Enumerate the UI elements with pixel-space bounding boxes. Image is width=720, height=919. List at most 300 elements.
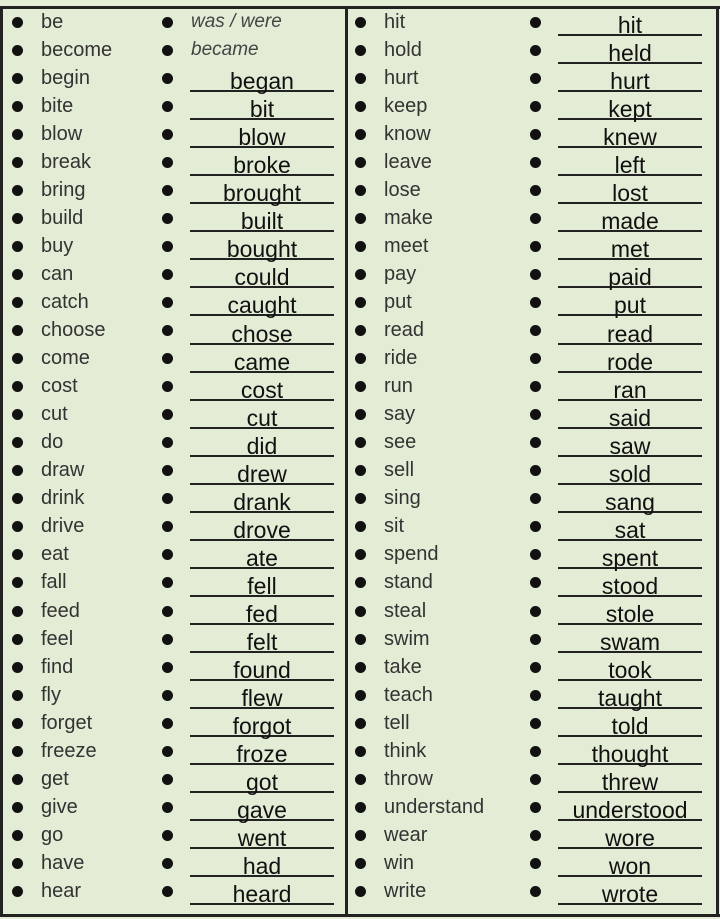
left-past-row [162, 765, 334, 796]
left-base-row [12, 457, 162, 485]
bullet-icon [530, 746, 541, 757]
left-past-answer-blank[interactable] [190, 625, 334, 656]
right-past-row [530, 345, 702, 373]
left-past-past-form: bought [226, 236, 298, 263]
left-past-answer-blank[interactable] [190, 148, 334, 179]
bullet-icon [12, 73, 23, 84]
right-past-past-form: thought [591, 741, 669, 768]
bullet-icon [12, 774, 23, 785]
left-base-row [12, 92, 162, 120]
bullet-icon [530, 73, 541, 84]
left-past-past-form: ate [246, 544, 278, 571]
left-past-given-form: became [191, 39, 259, 61]
left-past-answer-blank[interactable] [190, 232, 334, 263]
right-base-row [355, 877, 530, 905]
left-base-verb: come [41, 347, 90, 370]
bullet-icon [355, 409, 366, 420]
left-base-row [12, 793, 162, 821]
right-base-row [355, 345, 530, 373]
bullet-icon [12, 353, 23, 364]
right-base-row [355, 373, 530, 401]
bullet-icon [162, 606, 173, 617]
left-base-verb: hear [41, 879, 82, 902]
bullet-icon [530, 101, 541, 112]
left-base-row [12, 401, 162, 429]
right-base-row [355, 8, 530, 36]
bullet-icon [12, 718, 23, 729]
bullet-icon [162, 577, 173, 588]
right-past-answer-blank[interactable] [558, 8, 702, 39]
bullet-icon [162, 858, 173, 869]
bullet-icon [12, 409, 23, 420]
right-base-verb: put [384, 290, 412, 313]
left-past-row [162, 541, 334, 569]
right-past-answer-blank[interactable] [558, 597, 702, 625]
bullet-icon [162, 17, 173, 28]
left-past-answer-blank[interactable] [190, 877, 334, 908]
right-past-row [530, 232, 702, 263]
right-past-answer-blank[interactable] [558, 513, 702, 541]
right-past-past-form: rode [606, 348, 654, 375]
right-past-answer-blank[interactable] [558, 288, 702, 319]
right-past-answer-blank[interactable] [558, 36, 702, 67]
left-past-answer-blank[interactable] [190, 176, 334, 207]
bullet-icon [162, 45, 173, 56]
bullet-icon [355, 662, 366, 673]
right-past-row [530, 737, 702, 768]
left-past-column [162, 8, 334, 906]
left-past-past-form: did [246, 432, 278, 459]
left-past-row [162, 317, 334, 345]
right-past-answer-blank[interactable] [558, 681, 702, 712]
left-base-row [12, 597, 162, 625]
right-past-row [530, 64, 702, 95]
left-past-row [162, 120, 334, 151]
left-past-past-form: caught [227, 292, 297, 319]
left-past-answer-blank[interactable] [190, 569, 334, 597]
right-past-row [530, 569, 702, 597]
right-past-answer-blank[interactable] [558, 204, 702, 235]
right-past-answer-blank[interactable] [558, 849, 702, 880]
right-base-verb: hit [384, 10, 406, 33]
bullet-icon [12, 493, 23, 504]
right-past-row [530, 625, 702, 656]
right-past-past-form: kept [608, 96, 652, 123]
right-base-row [355, 513, 530, 541]
right-past-row [530, 765, 702, 796]
right-base-row [355, 120, 530, 148]
left-past-past-form: forgot [232, 713, 292, 740]
left-past-answer-blank[interactable] [190, 317, 334, 345]
right-base-row [355, 204, 530, 232]
right-base-verb: run [384, 375, 413, 398]
right-past-past-form: wore [605, 825, 655, 852]
right-past-answer-blank[interactable] [558, 176, 702, 207]
right-past-past-form: met [610, 236, 650, 263]
left-past-past-form: heard [232, 881, 292, 908]
left-base-verb: fly [41, 683, 61, 706]
left-base-row [12, 64, 162, 92]
left-base-row [12, 232, 162, 260]
left-past-past-form: bit [249, 96, 275, 123]
bullet-icon [355, 493, 366, 504]
left-base-column [12, 8, 162, 906]
left-past-row [162, 793, 334, 824]
left-base-row [12, 485, 162, 513]
right-base-row [355, 429, 530, 457]
right-past-past-form: sat [614, 516, 646, 543]
right-past-answer-blank[interactable] [558, 260, 702, 291]
left-past-row [162, 877, 334, 908]
left-past-past-form: had [242, 853, 282, 880]
bullet-icon [162, 437, 173, 448]
right-base-verb: say [384, 403, 416, 426]
right-past-row [530, 653, 702, 684]
left-base-verb: blow [41, 122, 83, 145]
bullet-icon [355, 634, 366, 645]
bullet-icon [355, 886, 366, 897]
left-past-answer-blank[interactable] [190, 849, 334, 880]
left-base-row [12, 569, 162, 597]
left-base-row [12, 288, 162, 316]
right-past-answer-blank[interactable] [558, 317, 702, 345]
bullet-icon [355, 465, 366, 476]
bullet-icon [355, 830, 366, 841]
bullet-icon [355, 297, 366, 308]
bullet-icon [162, 297, 173, 308]
right-base-verb: teach [384, 683, 433, 706]
left-base-row [12, 681, 162, 709]
left-past-answer-blank[interactable] [190, 457, 334, 485]
left-past-past-form: cut [246, 404, 278, 431]
bullet-icon [355, 241, 366, 252]
bullet-icon [530, 606, 541, 617]
right-past-answer-blank[interactable] [558, 345, 702, 373]
bullet-icon [12, 185, 23, 196]
left-past-answer-blank[interactable] [190, 513, 334, 541]
right-past-column [530, 8, 702, 906]
left-past-row [162, 737, 334, 768]
left-past-given-form: was / were [191, 11, 282, 33]
bullet-icon [162, 774, 173, 785]
bullet-icon [162, 830, 173, 841]
left-past-answer-blank[interactable] [190, 793, 334, 824]
left-past-row [162, 821, 334, 852]
left-past-row [162, 597, 334, 625]
right-base-verb: stand [384, 571, 433, 594]
left-past-past-form: froze [236, 741, 288, 768]
right-base-row [355, 653, 530, 681]
bullet-icon [355, 17, 366, 28]
right-past-answer-blank[interactable] [558, 653, 702, 684]
right-past-row [530, 513, 702, 541]
bullet-icon [355, 325, 366, 336]
right-past-row [530, 877, 702, 908]
bullet-icon [530, 437, 541, 448]
right-past-answer-blank[interactable] [558, 821, 702, 852]
left-past-answer-blank[interactable] [190, 373, 334, 401]
right-base-verb: spend [384, 543, 439, 566]
left-past-row [162, 204, 334, 235]
left-past-answer-blank[interactable] [190, 541, 334, 569]
right-past-past-form: taught [598, 685, 662, 712]
right-past-past-form: took [608, 657, 652, 684]
right-past-row [530, 260, 702, 291]
right-past-past-form: knew [603, 124, 657, 151]
left-past-past-form: came [233, 348, 291, 375]
right-base-verb: ride [384, 347, 418, 370]
left-base-verb: choose [41, 319, 106, 342]
left-past-past-form: got [246, 769, 278, 796]
right-base-verb: sing [384, 487, 421, 510]
left-base-verb: find [41, 655, 74, 678]
bullet-icon [530, 325, 541, 336]
right-past-row [530, 120, 702, 151]
right-past-answer-blank[interactable] [558, 148, 702, 179]
right-base-row [355, 737, 530, 765]
bullet-icon [162, 101, 173, 112]
left-past-answer-blank[interactable] [190, 737, 334, 768]
right-past-answer-blank[interactable] [558, 541, 702, 569]
bullet-icon [355, 521, 366, 532]
left-past-row [162, 288, 334, 319]
left-past-answer-blank[interactable] [190, 681, 334, 712]
right-base-row [355, 597, 530, 625]
right-past-answer-blank[interactable] [558, 625, 702, 656]
bullet-icon [162, 213, 173, 224]
bullet-icon [355, 73, 366, 84]
right-past-answer-blank[interactable] [558, 877, 702, 908]
bullet-icon [12, 17, 23, 28]
left-past-answer-blank[interactable] [190, 204, 334, 235]
bullet-icon [162, 549, 173, 560]
right-past-answer-blank[interactable] [558, 232, 702, 263]
bullet-icon [355, 577, 366, 588]
bullet-icon [12, 381, 23, 392]
left-base-row [12, 541, 162, 569]
left-past-past-form: cost [240, 376, 284, 403]
bullet-icon [530, 297, 541, 308]
left-past-answer-blank[interactable] [190, 765, 334, 796]
right-past-answer-blank[interactable] [558, 485, 702, 513]
left-past-answer-blank[interactable] [190, 345, 334, 373]
left-past-past-form: drank [233, 488, 291, 515]
bullet-icon [530, 409, 541, 420]
bullet-icon [162, 886, 173, 897]
bullet-icon [162, 802, 173, 813]
left-past-answer-blank[interactable] [190, 260, 334, 291]
left-past-answer-blank[interactable] [190, 92, 334, 123]
left-past-row [162, 92, 334, 123]
left-past-row [162, 36, 334, 64]
left-base-row [12, 36, 162, 64]
bullet-icon [12, 690, 23, 701]
right-base-verb: tell [384, 711, 410, 734]
bullet-icon [530, 381, 541, 392]
bullet-icon [355, 746, 366, 757]
right-base-row [355, 681, 530, 709]
left-past-past-form: went [237, 825, 287, 852]
left-base-row [12, 513, 162, 541]
right-past-row [530, 204, 702, 235]
right-base-row [355, 541, 530, 569]
right-past-answer-blank[interactable] [558, 737, 702, 768]
left-past-answer-blank[interactable] [190, 485, 334, 513]
bullet-icon [162, 325, 173, 336]
right-past-past-form: hurt [610, 68, 650, 95]
bullet-icon [12, 129, 23, 140]
left-past-row [162, 653, 334, 684]
left-base-row [12, 821, 162, 849]
left-base-row [12, 709, 162, 737]
left-past-row [162, 345, 334, 373]
bullet-icon [162, 409, 173, 420]
bullet-icon [530, 213, 541, 224]
left-base-row [12, 373, 162, 401]
left-base-verb: cut [41, 403, 68, 426]
right-past-past-form: won [608, 853, 652, 880]
left-base-verb: can [41, 262, 74, 285]
left-past-row [162, 485, 334, 513]
right-base-row [355, 92, 530, 120]
left-past-row [162, 401, 334, 429]
left-past-past-form: found [233, 657, 291, 684]
left-past-past-form: blow [238, 124, 286, 151]
left-past-row [162, 373, 334, 401]
right-past-answer-blank[interactable] [558, 92, 702, 123]
right-base-verb: wear [384, 823, 428, 846]
bullet-icon [12, 549, 23, 560]
bullet-icon [530, 185, 541, 196]
right-past-past-form: held [608, 40, 652, 67]
right-past-answer-blank[interactable] [558, 401, 702, 429]
right-past-past-form: left [614, 152, 646, 179]
bullet-icon [12, 662, 23, 673]
left-past-row [162, 513, 334, 541]
bullet-icon [162, 746, 173, 757]
left-base-verb: feel [41, 627, 74, 650]
right-base-row [355, 260, 530, 288]
right-past-answer-blank[interactable] [558, 569, 702, 597]
left-base-verb: get [41, 767, 69, 790]
bullet-icon [12, 157, 23, 168]
left-base-verb: feed [41, 599, 80, 622]
left-base-row [12, 8, 162, 36]
bullet-icon [355, 269, 366, 280]
right-base-row [355, 36, 530, 64]
right-base-row [355, 569, 530, 597]
bullet-icon [162, 129, 173, 140]
right-base-verb: sit [384, 515, 404, 538]
left-base-row [12, 429, 162, 457]
left-past-answer-blank[interactable] [190, 821, 334, 852]
left-past-row [162, 457, 334, 485]
right-base-row [355, 148, 530, 176]
left-past-past-form: broke [233, 152, 291, 179]
right-past-answer-blank[interactable] [558, 793, 702, 824]
left-past-answer-blank[interactable] [190, 429, 334, 457]
left-past-row [162, 232, 334, 263]
bullet-icon [355, 101, 366, 112]
right-base-verb: make [384, 206, 433, 229]
right-past-row [530, 176, 702, 207]
bullet-icon [12, 101, 23, 112]
left-past-row [162, 176, 334, 207]
left-past-answer-blank[interactable] [190, 288, 334, 319]
left-past-answer-blank[interactable] [190, 653, 334, 684]
left-base-verb: drink [41, 487, 85, 510]
bullet-icon [530, 465, 541, 476]
left-base-verb: buy [41, 234, 74, 257]
right-base-row [355, 317, 530, 345]
bullet-icon [162, 521, 173, 532]
right-past-answer-blank[interactable] [558, 120, 702, 151]
left-base-verb: drive [41, 515, 85, 538]
right-past-answer-blank[interactable] [558, 709, 702, 740]
right-base-row [355, 709, 530, 737]
right-past-row [530, 821, 702, 852]
bullet-icon [530, 690, 541, 701]
right-past-answer-blank[interactable] [558, 373, 702, 401]
bullet-icon [12, 830, 23, 841]
right-past-past-form: sang [605, 488, 655, 515]
bullet-icon [12, 437, 23, 448]
left-base-row [12, 176, 162, 204]
right-base-verb: keep [384, 94, 428, 117]
left-past-answer-blank[interactable] [190, 120, 334, 151]
left-base-verb: break [41, 150, 92, 173]
left-base-verb: cost [41, 375, 78, 398]
left-base-row [12, 653, 162, 681]
left-past-past-form: brought [222, 180, 301, 207]
left-past-answer-blank[interactable] [190, 64, 334, 95]
left-base-verb: begin [41, 66, 90, 89]
bullet-icon [530, 886, 541, 897]
left-past-answer-blank[interactable] [190, 597, 334, 625]
right-past-answer-blank[interactable] [558, 457, 702, 485]
right-past-past-form: saw [609, 432, 651, 459]
bullet-icon [12, 269, 23, 280]
right-base-verb: write [384, 879, 427, 902]
bullet-icon [162, 73, 173, 84]
right-past-answer-blank[interactable] [558, 64, 702, 95]
right-past-past-form: paid [608, 264, 652, 291]
bullet-icon [355, 774, 366, 785]
bullet-icon [162, 269, 173, 280]
right-base-row [355, 232, 530, 260]
left-base-verb: go [41, 823, 64, 846]
bullet-icon [530, 241, 541, 252]
right-past-row [530, 541, 702, 569]
right-base-verb: pay [384, 262, 417, 285]
bullet-icon [355, 858, 366, 869]
right-past-row [530, 317, 702, 345]
right-base-row [355, 625, 530, 653]
right-past-answer-blank[interactable] [558, 765, 702, 796]
left-past-row [162, 625, 334, 656]
right-past-row [530, 793, 702, 824]
right-past-answer-blank[interactable] [558, 429, 702, 457]
right-past-row [530, 401, 702, 429]
left-past-past-form: drove [233, 516, 291, 543]
right-past-row [530, 36, 702, 67]
bullet-icon [162, 185, 173, 196]
left-past-answer-blank[interactable] [190, 709, 334, 740]
left-past-answer-blank[interactable] [190, 401, 334, 429]
bullet-icon [355, 353, 366, 364]
left-past-past-form: fell [247, 572, 277, 599]
right-base-verb: lose [384, 178, 421, 201]
